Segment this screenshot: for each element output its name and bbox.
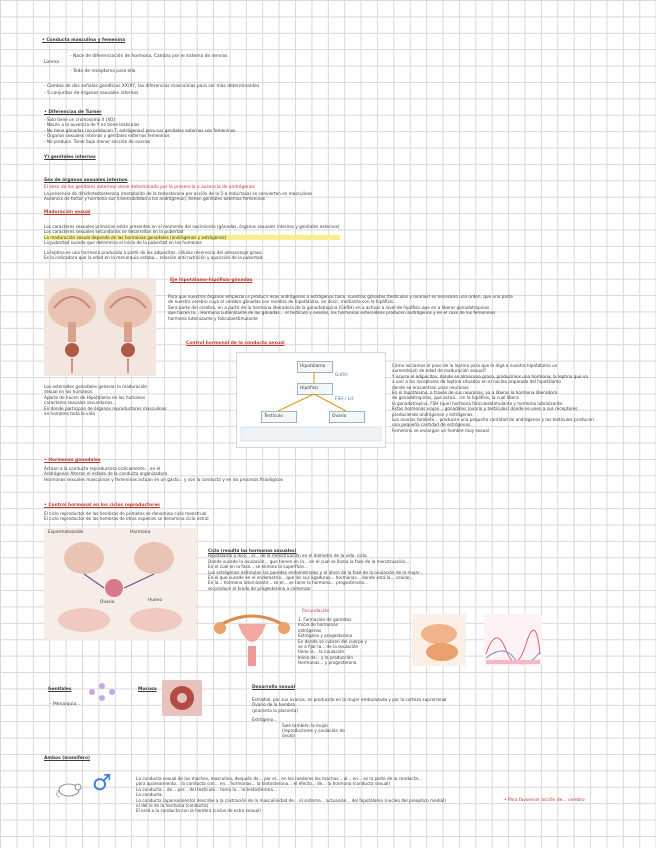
section1-bullet2: - 5 conjuntos de órganos sexuales internos xyxy=(44,91,139,96)
section5-para2-line: la gonadotropina, FSH (que) hormona foliculoestimulante y hormona luteinizante. xyxy=(392,400,564,406)
caption-line: sexual en los humanos. xyxy=(44,389,94,395)
mucosa-label: Mucosa xyxy=(138,687,157,692)
section3-line: La presencia de dihidrotestosterona (metabolito de la testosterona por acción de la 5-α reductasa) se convierten en masculinos xyxy=(44,191,313,196)
diagram-label: FSH / LH xyxy=(335,397,354,402)
section7-para-line: Donde sucede la ovulación... que tienen en la... en el cual se llama la fase de la menstruación... xyxy=(208,558,410,564)
fecundacion-item: estrógenos xyxy=(298,627,322,633)
desarrollo-line: (reproductores y ovulación de xyxy=(282,728,345,734)
section5-para2-line: Cómo iniciamos el paso de la leptina para que le diga a nuestro hipotálamo un xyxy=(392,363,558,368)
tissue-image xyxy=(162,680,202,716)
section2-footer: Y) genitales internos xyxy=(44,155,96,160)
section6-heading: • Hormonas gonadales xyxy=(44,458,101,463)
fecundacion-item: En donde se cubren del cuerpo y xyxy=(298,638,367,644)
section5-para2-line: donde se encuentran unas neuronas xyxy=(392,384,469,390)
section7-line: El ciclo reproductor de las hembras de primates se denomina ciclo menstrual xyxy=(44,511,207,516)
section2-line: - No tiene gónadas (no producen T, estrógenos) pero sus genitales externos son femeninos xyxy=(44,127,236,133)
fecundacion-item: Hormonas... y progesterona xyxy=(298,660,357,666)
figure-label: Hormona xyxy=(130,530,151,535)
section5-para1-line: de nuestro cerebro cuya el cerebro gónadas con nombre de hipotálamo, en decir, mediante con la hipófisis. xyxy=(168,299,395,305)
fecundacion-item: Inicio de hormonas xyxy=(298,622,338,628)
fecundacion-item: Inicio de... y la producción xyxy=(298,654,353,660)
figure-label: Espermatozoide xyxy=(48,530,84,535)
section1-label: Lorena xyxy=(44,60,59,65)
section5-para1-line: Para que nuestros órganos empiezan a producir esas andrógenos o estrógenos hace. nuestras gónadas,(testículos y ovarios) es necesario una orden, que una parte xyxy=(168,294,513,299)
section5-para2-line: a unir a los receptores de leptina situados en el núcleo arqueado del hipotálamo xyxy=(392,379,561,385)
section8-red-note: • Para favorecer acción de... cerebro xyxy=(504,798,585,803)
fecundacion-item: se a fijar la... de la ovulación xyxy=(298,644,359,650)
figure-label: Huevo xyxy=(148,598,163,603)
uterus-illustration xyxy=(212,610,292,670)
diagram-label: Hipófisis xyxy=(300,386,319,391)
section1-line2: - Todo de receptores para ella xyxy=(70,69,136,74)
section2-lines xyxy=(44,117,235,144)
section8-line: El será a la conducta con la hembra (ciclos de estro sexual) xyxy=(136,808,261,814)
fecundacion-item: 1. Formación de gametos xyxy=(298,617,352,622)
section1-line1: - Nace de diferenciación de hormona, Cambia por el sistema de nervios xyxy=(70,54,228,59)
caption-line: Aparte de hacen de Hipotálamo en los humanos xyxy=(44,394,146,400)
section7-heading: • Control hormonal en los ciclos reproductores xyxy=(44,503,160,508)
caption-line: en hombres toda la vida xyxy=(44,411,95,417)
desarrollo-lines xyxy=(252,697,446,739)
desarrollo-line: Sale también la mujer xyxy=(282,722,329,728)
section4-heading: Maduración sexual xyxy=(44,210,91,215)
section3-line: Ausencia de factor y hormona sus (insensibilidad a los andrógenos), tienen genitales externos femeninos xyxy=(44,196,265,202)
section5-caption-left xyxy=(44,384,166,416)
section5-para1-line: que hacen la... Hormona Luteinizante de las gónadas... el testículo y ovarios, los hormonas esteroideas producen andrógenos y en el caso de los femeninos xyxy=(168,310,496,316)
section7-para-line: se produce el fondo de progesterona a comenzar xyxy=(208,585,312,591)
hormone-diagram xyxy=(236,352,386,448)
section6-line: Hormonas sexuales masculinas y femeninas actúan en un gasto... y son la conducta y en los procesos fisiológicos xyxy=(44,476,284,482)
section4-line: La pubertad sucede que determina el inicio de la pubertad en los humanos xyxy=(44,240,202,246)
fecundacion-label: Fecundación xyxy=(302,609,330,614)
caption-line: En donde participan de órganos reproductores masculinos xyxy=(44,405,167,411)
section4-lines xyxy=(44,224,340,260)
section2-heading: • Diferencias de Turner xyxy=(44,110,102,115)
section1-bullet1: - Cambio de dos señales genéticas XX/XY, las diferencias masculinas para ser más determinantes xyxy=(44,84,260,89)
section5-para2-line: Estas hormonas viajan... gonadales (ovario y testículos) donde se unen a sus receptores xyxy=(392,406,578,412)
caption-line: caracteres sexuales secundarios... xyxy=(44,400,117,406)
hormone-cycle-chart xyxy=(484,614,542,666)
section5-para2 xyxy=(392,363,594,433)
fecundacion-items xyxy=(298,617,367,666)
section6-line: Andrógenos Alteran el estado de la conducta organizadora xyxy=(44,471,168,477)
desarrollo-title: Desarrollo sexual xyxy=(252,685,296,690)
section6-lines xyxy=(44,466,283,482)
section5-para2-line: produciendo andrógenos y estrógenos. xyxy=(392,411,474,417)
section5-title1: Eje hipotálamo-hipófisis-gónadas xyxy=(170,278,253,283)
desarrollo-line: óvulo) xyxy=(282,733,296,739)
section5-para2-line: Femenino se encargan un hombre muy sexual xyxy=(392,427,490,433)
section3-lines xyxy=(44,191,312,202)
desarrollo-line: (placenta la placenta) xyxy=(252,707,298,713)
rat-icon xyxy=(56,778,84,798)
section8-para xyxy=(136,776,446,814)
ovulation-illustration xyxy=(44,528,196,640)
male-symbol-icon: ♂ xyxy=(92,771,112,796)
section8-line: el del lo de la hormona (conducta) xyxy=(136,803,209,809)
genitales-sub: - Menarquia... xyxy=(50,702,81,707)
fecundacion-item: tiene la... la ovulación xyxy=(298,649,345,655)
caption-line: Los esteroides gonadales generan la maduración xyxy=(44,384,148,389)
section3-red-line: El sexo de los genitales externos viene determinado por la presencia o ausencia de andrógenos xyxy=(44,185,255,190)
section3-heading: Sex de órganos sexuales internos xyxy=(44,178,128,183)
diagram-label: GnRH xyxy=(335,373,348,378)
section5-title2: Control hormonal de la conducta sexual xyxy=(186,341,285,346)
section2-line: - Órganos sexuales internos y genitales externos femeninos xyxy=(44,133,170,139)
section5-para2-line: Los ovarios también... producen una pequeña cantidad de andrógenos y los testículos producen xyxy=(392,417,594,423)
section4-line: Los caracteres sexuales primarios están presentes en el momento del nacimiento (gónadas, órganos sexuales internos y genitales externos) xyxy=(44,224,340,229)
reproductive-organ-image xyxy=(412,614,466,666)
diagram-label: Testículo xyxy=(264,414,283,419)
section8-heading: Ambos (mamífero) xyxy=(44,756,90,761)
section4-line: Es la indicadora que la edad en la menarquia estaba... relación anti-nutrición y aparición de la pubertad. xyxy=(44,255,264,261)
section5-para2-line: Y ocurre el adipocitos, donde se almacena grasa, producimos una hormona, la leptina que va xyxy=(392,373,588,379)
section1-heading: • Conducta masculina y femenina xyxy=(42,38,126,43)
section2-line: - Solo tiene un cromosoma X (XO) xyxy=(44,117,115,122)
section8-line: La conducta sexual de los machos, masculina, después de... por el... en los roedores los machos... al... en... es la parte de la conducta... xyxy=(136,776,422,781)
desarrollo-line: Estrógeno... xyxy=(252,717,278,723)
diagram-label: Ovario xyxy=(332,414,347,419)
section6-line: Actúan a la conducta reproductora cíclicamente... en el xyxy=(44,466,161,471)
section2-line: - No produce. Tener bajo menor sección de ovarios xyxy=(44,138,151,144)
section7-lines xyxy=(44,511,209,522)
section5-para1 xyxy=(168,294,513,321)
section5-para2-line: En el hipotálamo, a través de sus neuronas, va a liberar la hormona liberadora xyxy=(392,390,558,396)
genitales-label: Genitales xyxy=(48,687,72,692)
fecundacion-item: Estrógeno y progesterona xyxy=(298,633,353,639)
section8-line: La conducta... de... por... del testículo... toma la... la testosterona... xyxy=(136,786,277,792)
section7-para-line: Hipotálamo a diez... el... de la menstruación en el diámetro de la vida. ciclo. xyxy=(208,553,368,559)
section7-para-line: En el que sucede en el endometrio... que las sus ligaduras... hormonas... donde está la... celular... xyxy=(208,575,414,581)
diagram-arrows xyxy=(237,353,385,447)
section7-para-line: En la... hormona luteinizante... se el... se tiene la hormona... progesterona... xyxy=(208,580,368,586)
section2-line: - Nacen a la ausencia de Y no tiene testículos xyxy=(44,122,140,128)
molecule-icon xyxy=(86,680,116,704)
section8-line: La conducta. xyxy=(136,792,163,798)
section5-para2-line: una pequeña cantidad de estrógenos. xyxy=(392,422,472,428)
section5-para2-line: de gonadotropinas, que actúa... en la hipófisis, la cual libera xyxy=(392,395,519,401)
diagram-label: Hipotálamo xyxy=(300,364,326,369)
section5-para2-line: aumento(al) de edad de maduración sexual? xyxy=(392,368,487,374)
section4-line: Los caracteres sexuales secundarios se desarrollan en la pubertad xyxy=(44,229,184,235)
section8-line: La conducta (apareamiento) describe a la castración de la masculinidad de... el sistema... actuación... del hipotálamo (nucleo del preoptico medial) xyxy=(136,797,446,803)
desarrollo-line: Estradiol, por sus ovarios, es producido en la mujer embarazada y por la corteza suprarrenal xyxy=(252,697,447,702)
brain-illustration xyxy=(44,278,156,376)
section4-line-highlight: La maduración sexual depende de las hormonas gonadales (andrógenos y estrógenos) xyxy=(44,235,340,240)
section7-para-line: En el cual en la fase... se elimina la superficie... xyxy=(208,564,308,570)
section7-para xyxy=(208,548,423,591)
figure-label: Ovario xyxy=(100,600,115,605)
section4-line: La leptina es una hormona producida a partir de los adipocitos, células reservorio del almacenaje graso. xyxy=(44,249,263,255)
section8-line: para apareamiento... la conducta con... en... hormonas... la testosterona... el efecto... de... la hormona (conducta sexual) xyxy=(136,781,391,787)
section5-para1-line: Sera parte del cerebro, en a partir de la hormona liberadora de la gonadotropina (GnRH) en a activar a nivel de hipófisis,que en a liberar gonadotropinas xyxy=(168,304,490,310)
desarrollo-line: Ovario de la hembra xyxy=(252,702,295,708)
section7-para-line: Ciclo (resulta las hormonas sexuales) xyxy=(208,548,297,553)
section5-para1-line: hormona luteinizante y foliculoestimulante xyxy=(168,315,258,321)
section7-line: El ciclo reproductor de las hembras de otras especies se denomina ciclo estral xyxy=(44,516,209,522)
section7-para-line: Los estrógenos estimulan las paredes endometriales y el útero de la fase de la ovulación de la mujer... xyxy=(208,569,424,575)
